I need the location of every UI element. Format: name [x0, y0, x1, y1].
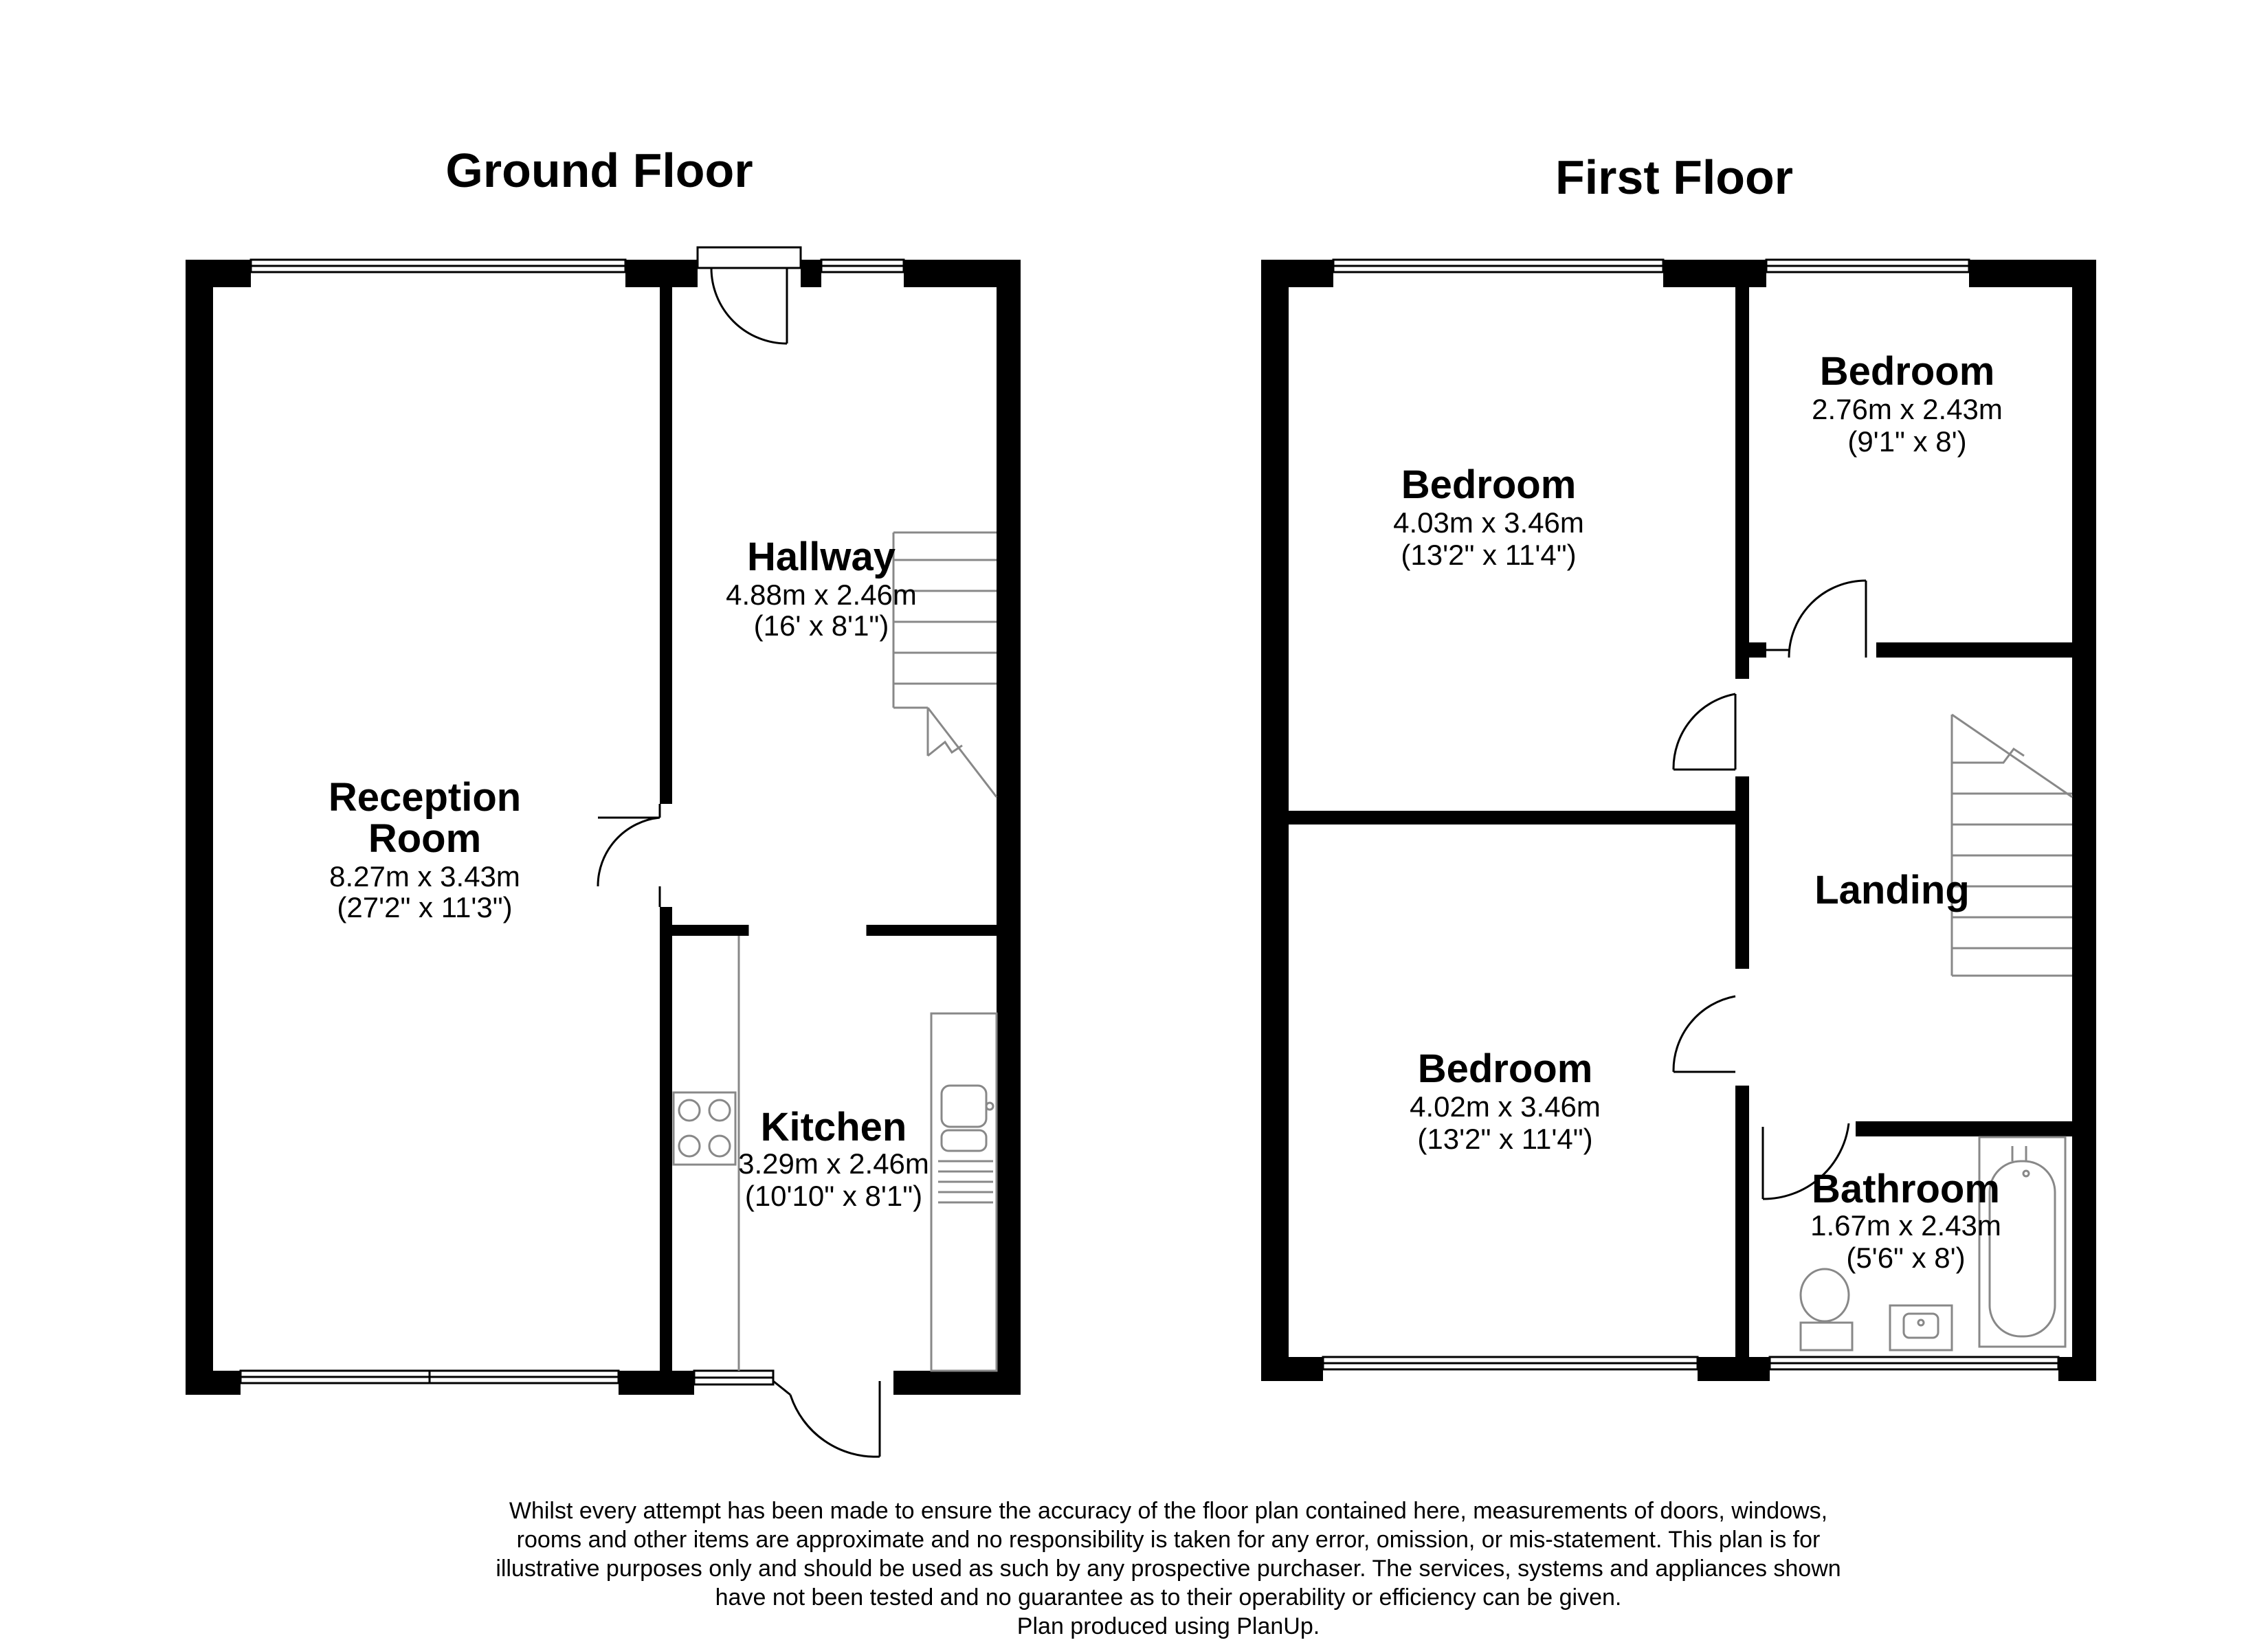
- landing-name: Landing: [1814, 868, 1970, 912]
- basin-icon: [1890, 1305, 1952, 1350]
- kitchen-dim-metric: 3.29m x 2.46m: [738, 1147, 929, 1180]
- bedroom-small-name: Bedroom: [1819, 349, 1995, 394]
- ground-floor-title: Ground Floor: [445, 144, 753, 197]
- reception-dim-imperial: (27'2" x 11'3"): [337, 891, 513, 923]
- bedroom-front-dim-imperial: (13'2" x 11'4"): [1401, 539, 1577, 571]
- front-door-frame: [698, 247, 801, 268]
- first-floor: [1261, 150, 2096, 1381]
- ground-floor-stairs: [893, 532, 997, 797]
- reception-dim-metric: 8.27m x 3.43m: [329, 860, 520, 893]
- reception-door-swing: [598, 818, 660, 886]
- plan-credit: Plan produced using PlanUp.: [1016, 1613, 1320, 1639]
- bathroom-dim-metric: 1.67m x 2.43m: [1810, 1209, 2001, 1242]
- kitchen-name: Kitchen: [760, 1105, 907, 1149]
- disclaimer: [172, 1496, 2165, 1641]
- kitchen-dim-imperial: (10'10" x 8'1"): [744, 1180, 923, 1212]
- sink-icon: [942, 1086, 986, 1127]
- toilet-icon: [1801, 1269, 1849, 1321]
- first-floor-stairs: [1952, 715, 2072, 976]
- disclaimer-line: illustrative purposes only and should be used as such by any prospective purchaser. The services, systems and appliances shown: [496, 1556, 1841, 1582]
- bathroom-name: Bathroom: [1812, 1167, 2000, 1211]
- disclaimer-line: rooms and other items are approximate and no responsibility is taken for any error, omission, or mis-statement. This plan is for: [516, 1527, 1821, 1553]
- reception-name-line2: Room: [368, 816, 482, 861]
- bedroom-front-door-swing: [1674, 694, 1735, 770]
- bedroom-rear-name: Bedroom: [1417, 1046, 1593, 1091]
- hallway-dim-imperial: (16' x 8'1"): [753, 609, 889, 642]
- bathroom-dim-imperial: (5'6" x 8'): [1846, 1242, 1966, 1274]
- bedroom-small-dim-metric: 2.76m x 2.43m: [1812, 393, 2003, 425]
- disclaimer-line: have not been tested and no guarantee as to their operability or efficiency can be given.: [715, 1584, 1622, 1611]
- first-floor-title: First Floor: [1555, 150, 1794, 204]
- hallway-dim-metric: 4.88m x 2.46m: [726, 579, 917, 611]
- bedroom-rear-dim-imperial: (13'2" x 11'4"): [1417, 1123, 1593, 1155]
- drainer-icon: [942, 1130, 986, 1151]
- bedroom-rear-door-swing: [1674, 996, 1735, 1072]
- ground-floor-walls: [186, 260, 1021, 1395]
- bedroom-rear-dim-metric: 4.02m x 3.46m: [1410, 1090, 1601, 1123]
- bedroom-small-door-swing: [1789, 581, 1866, 658]
- front-door-swing: [711, 268, 787, 344]
- ground-floor: [186, 144, 1021, 1457]
- ground-floor-windows: [241, 260, 904, 1384]
- ground-floor-labels: [329, 535, 929, 1212]
- back-door-swing: [790, 1395, 880, 1457]
- reception-name-line1: Reception: [328, 775, 522, 820]
- disclaimer-line: Whilst every attempt has been made to ensure the accuracy of the floor plan contained here, measurements of doors, windows,: [509, 1498, 1828, 1524]
- bedroom-front-name: Bedroom: [1401, 462, 1577, 507]
- bedroom-small-dim-imperial: (9'1" x 8'): [1847, 425, 1967, 458]
- hallway-name: Hallway: [747, 535, 896, 579]
- bedroom-front-dim-metric: 4.03m x 3.46m: [1393, 506, 1584, 539]
